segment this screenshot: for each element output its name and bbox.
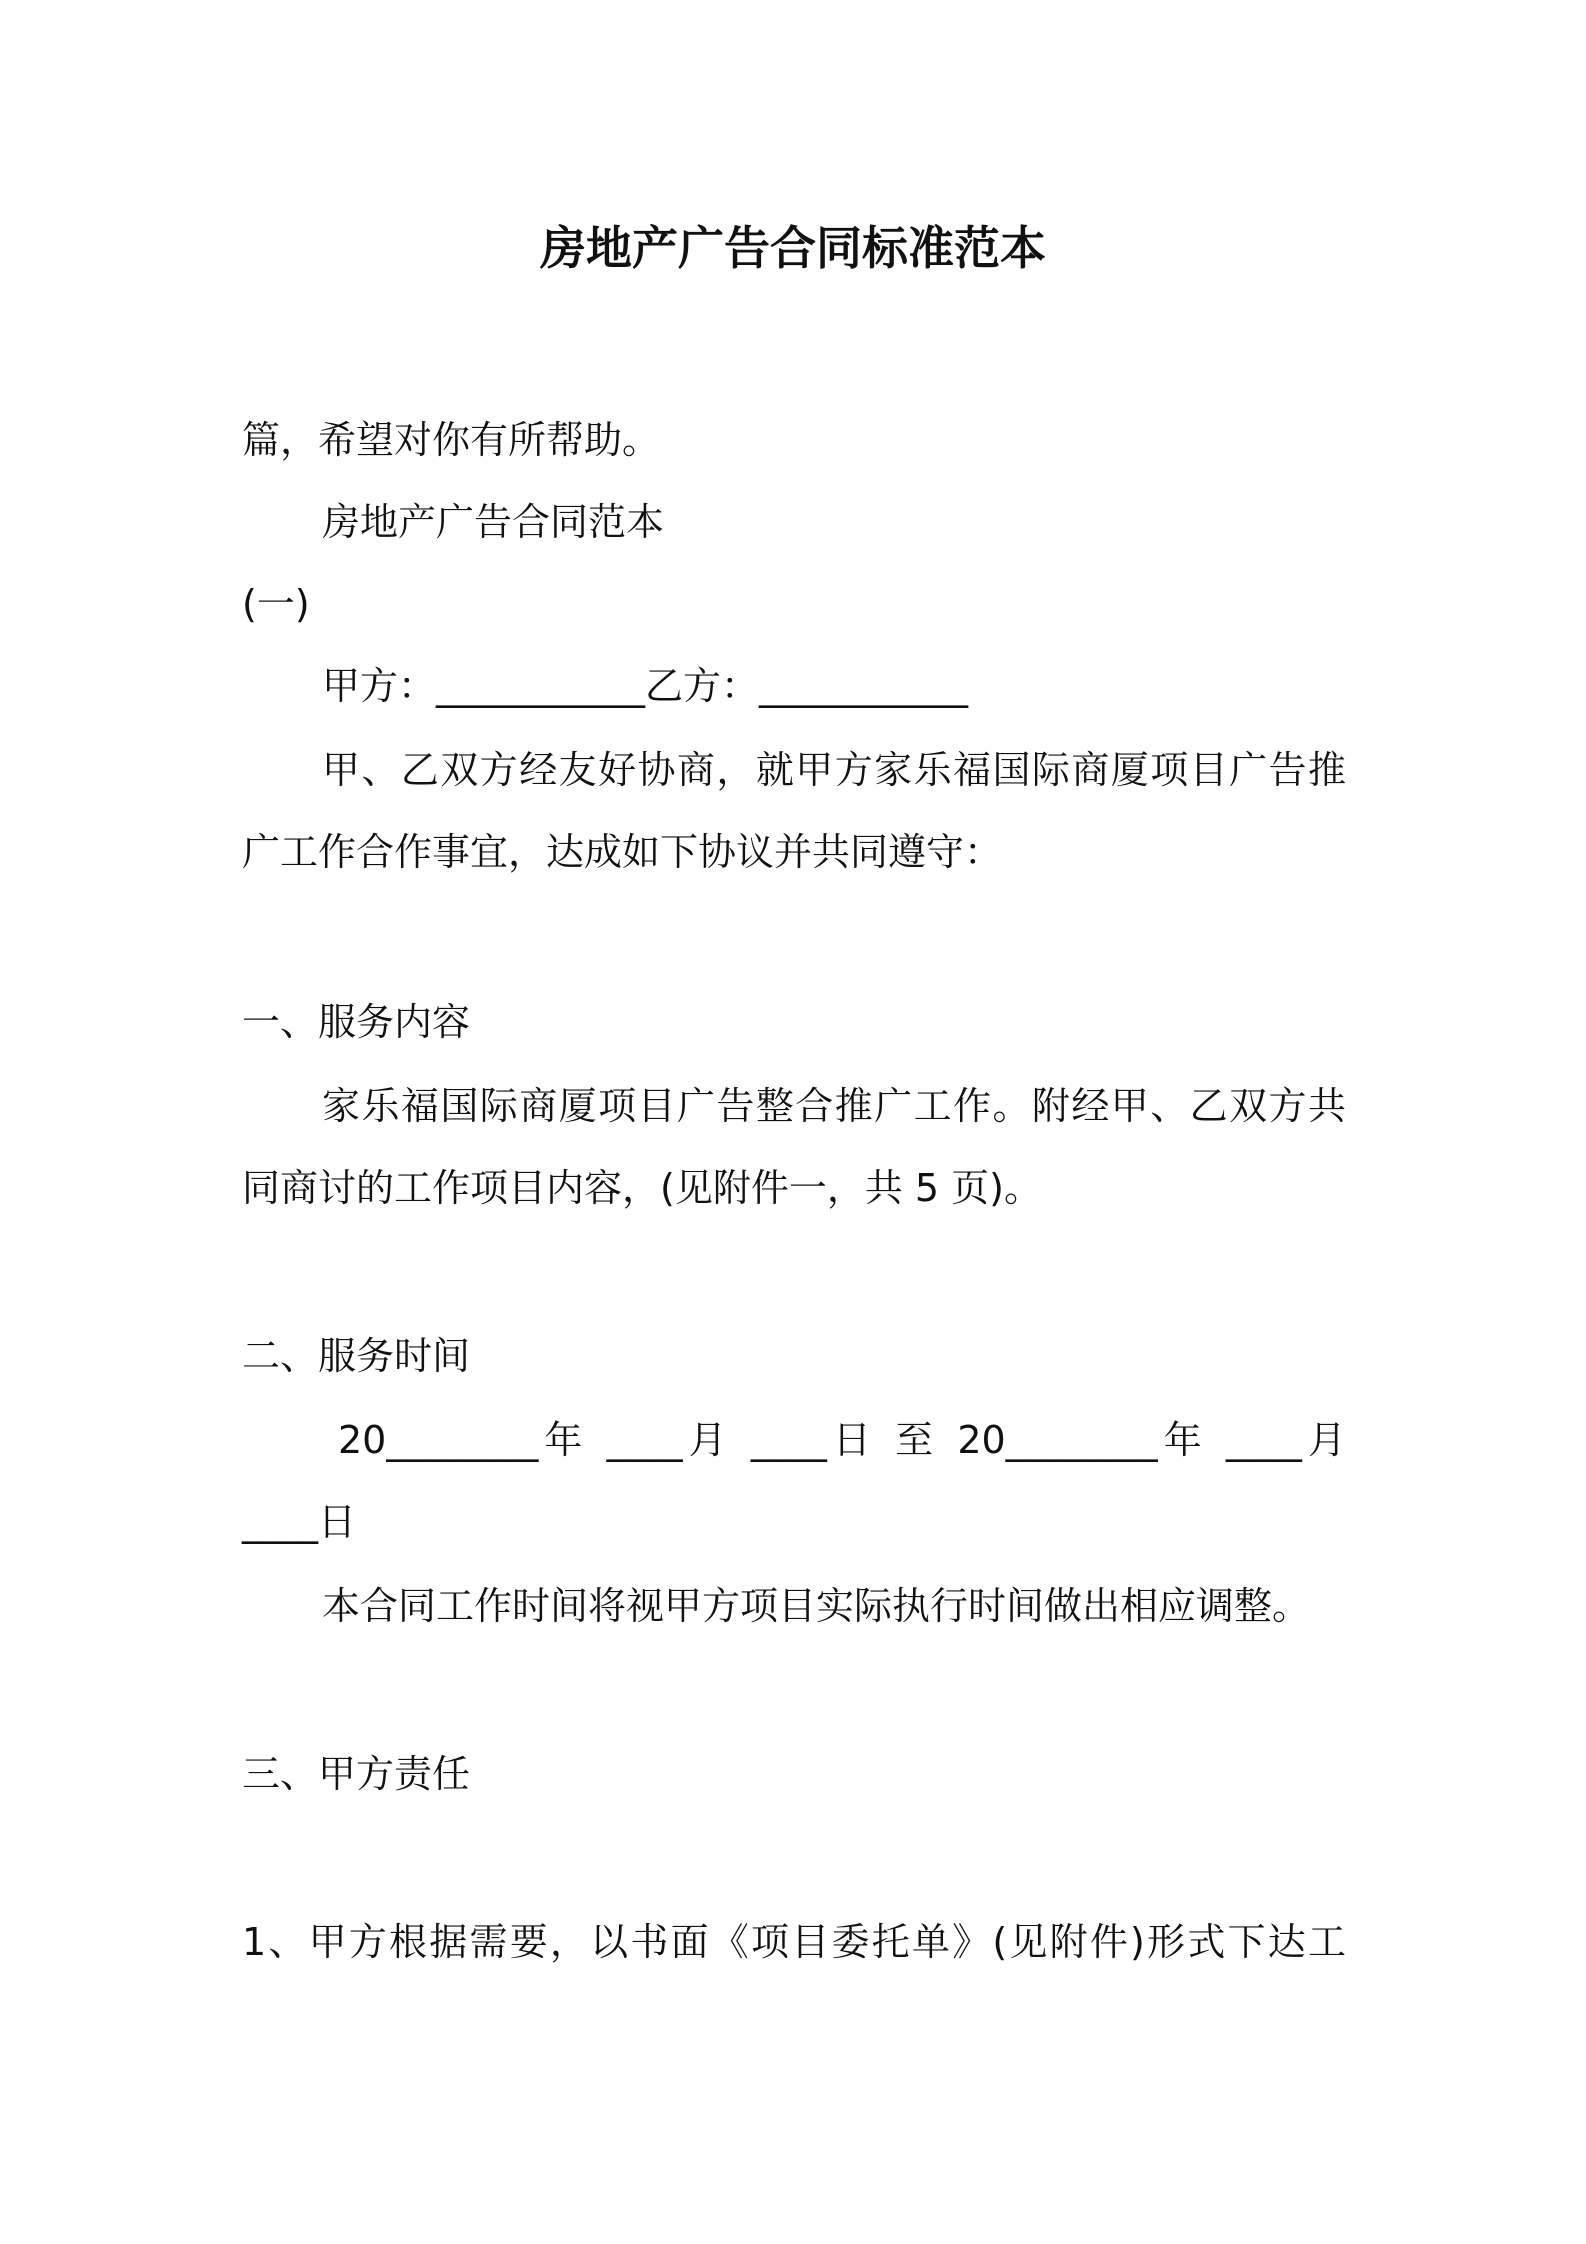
subtitle-line: 房地产广告合同范本 <box>322 500 665 544</box>
agreement-line-2: 广工作合作事宜，达成如下协议并共同遵守： <box>242 830 1003 874</box>
document-title: 房地产广告合同标准范本 <box>540 221 1046 275</box>
service-time-day-line: ____日 <box>242 1500 357 1544</box>
intro-line: 篇，希望对你有所帮助。 <box>242 418 661 462</box>
section-heading-party-a-duty: 三、甲方责任 <box>242 1752 471 1796</box>
service-time-date-line: 20________年 ____月 ____日 至 20________年 ____月 <box>338 1418 1346 1462</box>
section-number-line: (一) <box>242 582 310 626</box>
section-heading-service-content: 一、服务内容 <box>242 1000 471 1044</box>
service-content-line-1: 家乐福国际商厦项目广告整合推广工作。附经甲、乙双方共 <box>322 1084 1346 1128</box>
parties-line: 甲方：___________乙方：___________ <box>322 664 969 708</box>
service-content-line-2: 同商讨的工作项目内容，(见附件一，共 5 页)。 <box>242 1166 1042 1210</box>
service-time-adjust-line: 本合同工作时间将视甲方项目实际执行时间做出相应调整。 <box>322 1584 1311 1628</box>
party-a-duty-item-1: 1、甲方根据需要，以书面《项目委托单》(见附件)形式下达工 <box>242 1920 1346 1964</box>
agreement-line-1: 甲、乙双方经友好协商，就甲方家乐福国际商厦项目广告推 <box>322 748 1346 792</box>
section-heading-service-time: 二、服务时间 <box>242 1334 471 1378</box>
